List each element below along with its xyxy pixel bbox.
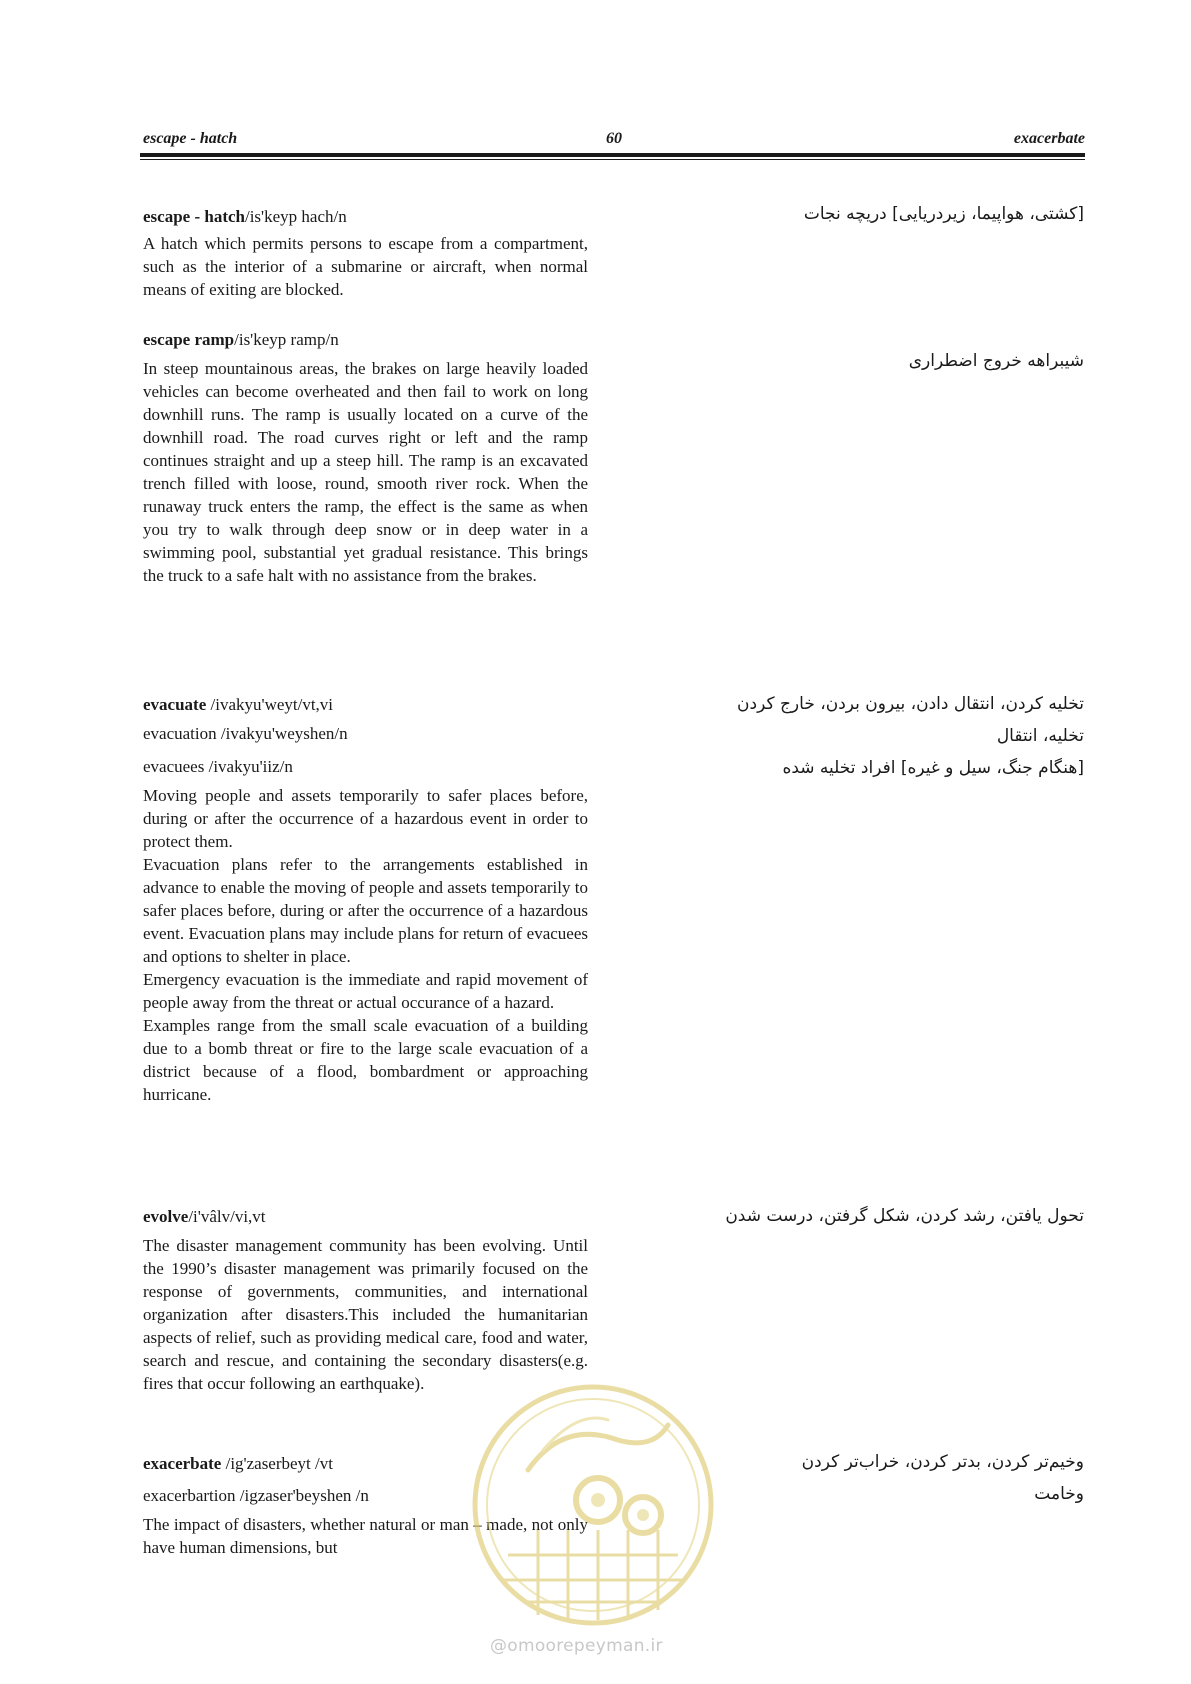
definition: A hatch which permits persons to escape from a compartment, such as the interior of a submarine or aircraft, when normal means of exiting are blocked.	[143, 234, 588, 299]
definition-paragraph: Emergency evacuation is the immediate and rapid movement of people away from the threat or actual occurance of a hazard.	[143, 970, 588, 1012]
derived-form: exacerbartion /igzaser'beyshen /n	[143, 1486, 369, 1505]
header-rule-thin	[140, 159, 1085, 160]
entry-headline	[143, 328, 588, 351]
persian-exacerbate	[654, 1446, 1084, 1510]
watermark-url: @omoorepeyman.ir	[490, 1636, 663, 1656]
persian-line: [هنگام جنگ، سیل و غیره] افراد تخلیه شده	[782, 758, 1084, 778]
entry-headline	[143, 693, 588, 716]
derived-form: evacuation /ivakyu'weyshen/n	[143, 724, 348, 743]
headword: escape ramp	[143, 330, 235, 349]
persian-line: تخلیه، انتقال	[996, 726, 1084, 746]
persian-line: وخامت	[1034, 1484, 1084, 1504]
headword: evacuate	[143, 695, 207, 714]
persian-evacuate	[654, 688, 1084, 784]
headword: evolve	[143, 1207, 189, 1226]
header-rule-thick	[140, 153, 1085, 157]
definition-paragraph: Moving people and assets temporarily to safer places before, during or after the occurrence of a hazardous event in order to protect them.	[143, 786, 588, 851]
pronunciation: /is'keyp ramp/n	[234, 330, 339, 349]
pronunciation: /is'keyp hach/n	[244, 207, 347, 226]
derived-form: evacuees /ivakyu'iiz/n	[143, 757, 293, 776]
pronunciation: /ivakyu'weyt/vt,vi	[206, 695, 334, 714]
running-header	[140, 128, 1085, 150]
headword: escape - hatch	[143, 207, 245, 226]
definition-paragraph: Examples range from the small scale evacuation of a building due to a bomb threat or fire to the large scale evacuation of a district because of a flood, bombardment or approaching hurricane.	[143, 1016, 588, 1104]
definition: The disaster management community has been evolving. Until the 1990’s disaster management was primarily focused on the response of governments, communities, and international organization after disasters.This included the humanitarian aspects of relief, such as providing medical care, food and water, search and rescue, and containing the secondary disasters(e.g. fires that occur following an earthquake).	[143, 1236, 588, 1393]
header-first-entry: escape - hatch	[143, 130, 238, 147]
publisher-seal-watermark	[468, 1380, 718, 1630]
entry-evolve	[143, 1205, 588, 1395]
pronunciation: /i'vâlv/vi,vt	[188, 1207, 266, 1226]
persian-line: تخلیه کردن، انتقال دادن، بیرون بردن، خارج کردن	[737, 694, 1084, 714]
definition-paragraph: Evacuation plans refer to the arrangements established in advance to enable the moving of people and assets temporarily to safer places before, during or after the occurrence of a hazardous event. Evacuation plans may include plans for return of evacuees and options to shelter in place.	[143, 855, 588, 966]
entry-escape-ramp	[143, 328, 588, 587]
headword: exacerbate	[143, 1454, 222, 1473]
definition: The impact of disasters, whether natural or man – made, not only have human dimensions, but	[143, 1515, 588, 1557]
page-number: 60	[606, 130, 622, 147]
persian-escape-hatch: [کشتی، هواپیما، زیردریایی] دریچه نجات	[803, 204, 1084, 224]
entry-headline	[143, 205, 588, 228]
pronunciation: /ig'zaserbeyt /vt	[221, 1454, 333, 1473]
definition: In steep mountainous areas, the brakes on large heavily loaded vehicles can become overheated and then fail to work on long downhill runs. The ramp is usually located on a curve of the downhill road. The road curves right or left and the ramp continues straight and up a steep hill. The ramp is an excavated trench filled with loose, round, smooth river rock. When the runaway truck enters the ramp, the effect is the same as when you try to walk through deep snow or in deep water in a swimming pool, substantial yet gradual resistance. This brings the truck to a safe halt with no assistance from the brakes.	[143, 359, 588, 585]
entry-escape-hatch	[143, 205, 588, 301]
header-last-entry: exacerbate	[1013, 130, 1085, 147]
entry-headline	[143, 1205, 588, 1228]
persian-evolve: تحول یافتن، رشد کردن، شکل گرفتن، درست شدن	[725, 1206, 1084, 1226]
persian-line: وخیم‌تر کردن، بدتر کردن، خراب‌تر کردن	[801, 1452, 1084, 1472]
persian-escape-ramp: شیبراهه خروج اضطراری	[908, 351, 1084, 371]
entry-evacuate	[143, 693, 588, 1106]
